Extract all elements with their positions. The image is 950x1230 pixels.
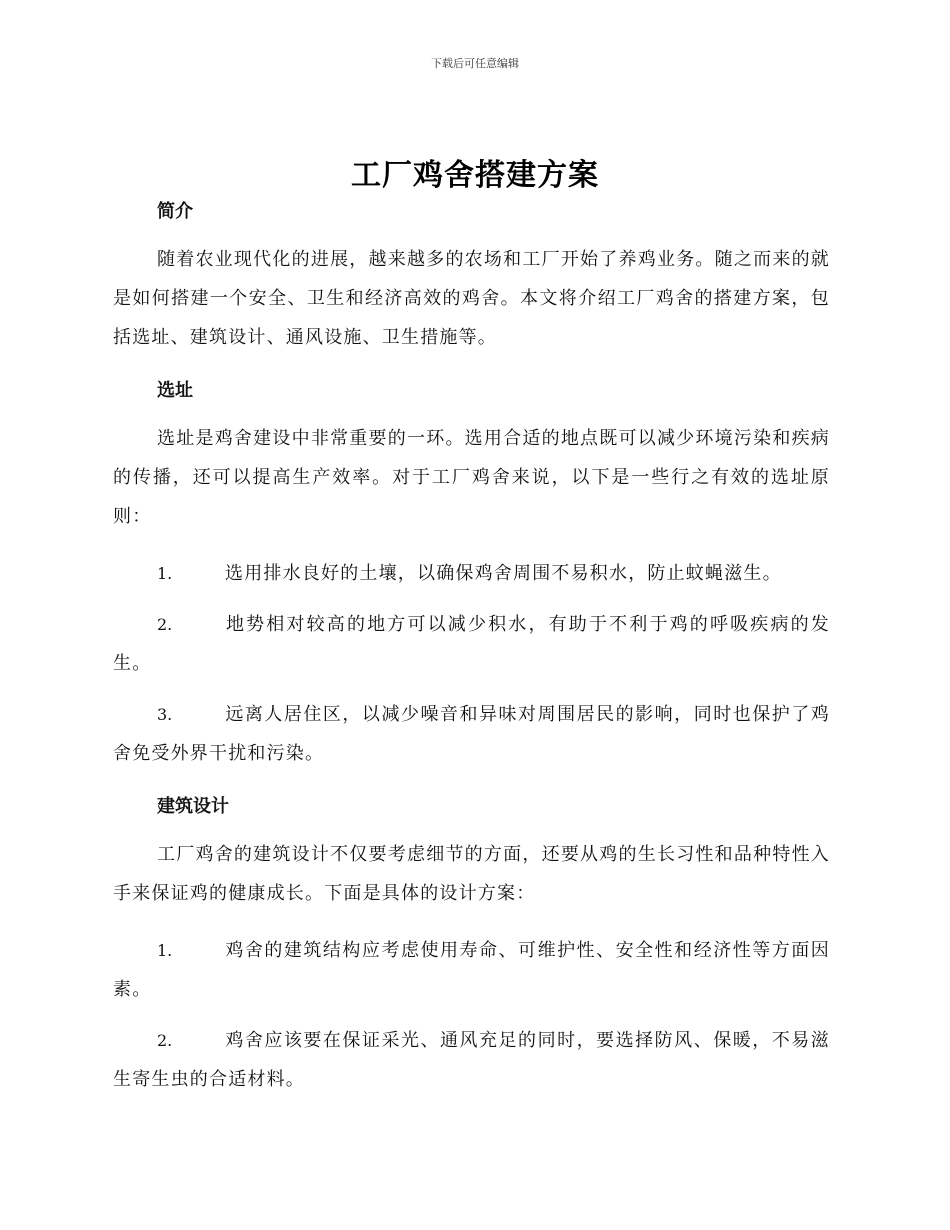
- design-list-item: [113, 1021, 830, 1099]
- list-number: 2.: [157, 615, 173, 634]
- list-item-text: 地势相对较高的地方可以减少积水，有助于不利于鸡的呼吸疾病的发生。: [113, 614, 830, 674]
- list-item-text: 鸡舍应该要在保证采光、通风充足的同时，要选择防风、保暖，不易滋生寄生虫的合适材料。: [113, 1030, 830, 1090]
- list-number: 2.: [157, 1031, 173, 1050]
- site-list-item: [113, 695, 830, 773]
- site-list-item: [113, 554, 830, 593]
- page-title: 工厂鸡舍搭建方案: [351, 158, 599, 193]
- list-item-text: 选用排水良好的土壤，以确保鸡舍周围不易积水，防止蚊蝇滋生。: [225, 563, 782, 584]
- list-number: 1.: [157, 564, 173, 583]
- list-number: 3.: [157, 705, 173, 724]
- site-paragraph: 选址是鸡舍建设中非常重要的一环。选用合适的地点既可以减少环境污染和疾病的传播，还可以提高生产效率。对于工厂鸡舍来说，以下是一些行之有效的选址原则：: [113, 428, 830, 527]
- section-heading-site: 选址: [157, 380, 193, 401]
- site-list-item: [113, 605, 830, 683]
- design-list-item: [113, 931, 830, 1009]
- header-note: 下载后可任意编辑: [431, 57, 519, 70]
- section-heading-intro: 简介: [157, 201, 193, 222]
- intro-paragraph: 随着农业现代化的进展，越来越多的农场和工厂开始了养鸡业务。随之而来的就是如何搭建一个安全、卫生和经济高效的鸡舍。本文将介绍工厂鸡舍的搭建方案，包括选址、建筑设计、通风设施、卫生措施等。: [113, 249, 830, 348]
- section-heading-design: 建筑设计: [157, 796, 229, 817]
- design-paragraph: 工厂鸡舍的建筑设计不仅要考虑细节的方面，还要从鸡的生长习性和品种特性入手来保证鸡的健康成长。下面是具体的设计方案：: [113, 844, 830, 904]
- list-item-text: 远离人居住区，以减少噪音和异味对周围居民的影响，同时也保护了鸡舍免受外界干扰和污染。: [113, 704, 830, 764]
- list-number: 1.: [157, 941, 173, 960]
- list-item-text: 鸡舍的建筑结构应考虑使用寿命、可维护性、安全性和经济性等方面因素。: [113, 940, 830, 1000]
- document-body: [113, 196, 830, 1099]
